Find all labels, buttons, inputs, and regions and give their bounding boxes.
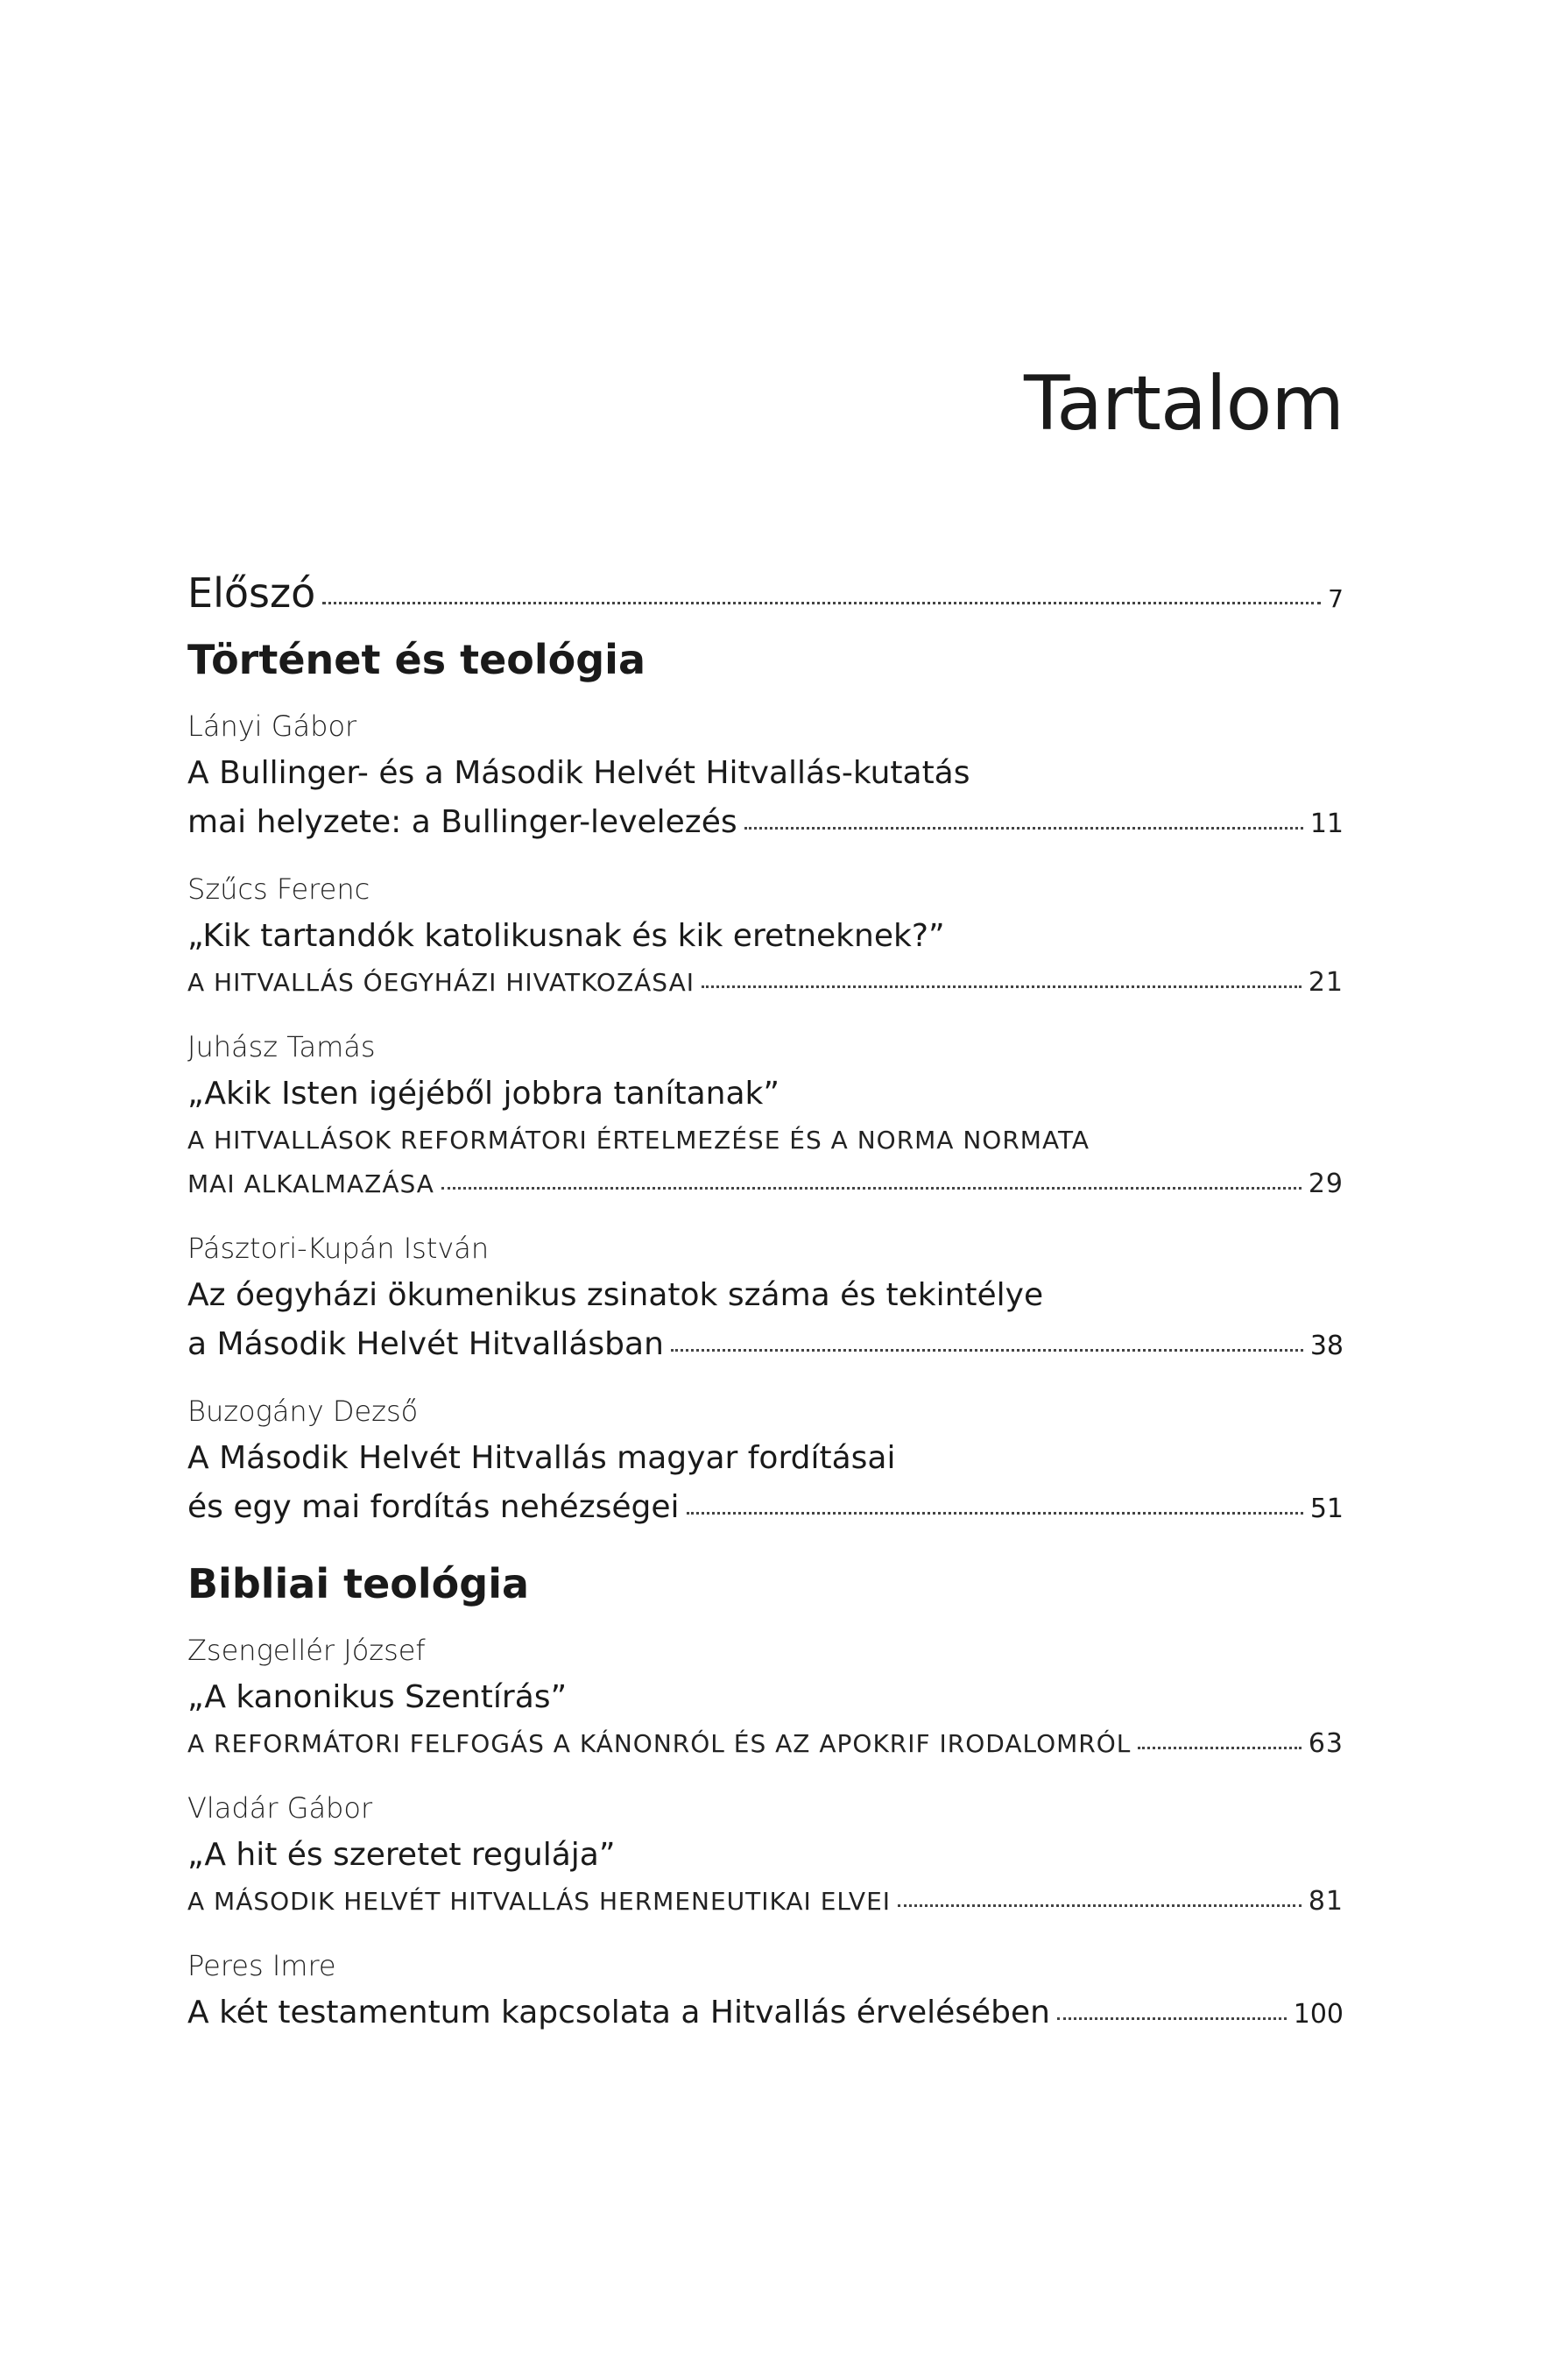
entry-subtitle-line [187,1162,1344,1206]
entry-subtitle-line-text: A MÁSODIK HELVÉT HITVALLÁS HERMENEUTIKAI ELVEI [187,1887,892,1917]
dot-leader [1057,2017,1287,2020]
entry-subtitle-line [187,1722,1344,1766]
entry-title-line-text: A Második Helvét Hitvallás magyar fordításai [187,1440,896,1477]
entry-title-line [187,1673,1344,1722]
entry-author: Zsengellér József [187,1634,426,1668]
entry-title-line-text: „Akik Isten igéjéből jobbra tanítanak” [187,1076,780,1112]
section-heading: Történet és teológia [187,636,645,683]
page-number: 63 [1308,1728,1344,1760]
entry-title-line-text: A Bullinger- és a Második Helvét Hitvallás-kutatás [187,755,970,792]
toc-entry [187,866,1344,1024]
dot-leader [702,985,1302,988]
toc-entry [187,1225,1344,1388]
entry-title-line [187,1483,1344,1532]
entry-subtitle-line-text: A HITVALLÁSOK REFORMÁTORI ÉRTELMEZÉSE ÉS A NORMA NORMATA [187,1126,1090,1155]
entry-title-line-text: mai helyzete: a Bullinger-levelezés [187,804,737,841]
section-heading: Bibliai teológia [187,1560,530,1608]
entry-title-line-text: „A kanonikus Szentírás” [187,1679,568,1716]
page-number: 7 [1328,584,1344,613]
entry-title-line-text: „A hit és szeretet regulája” [187,1837,616,1874]
entry-subtitle-line [187,1880,1344,1924]
entry-title-line [187,1831,1344,1880]
entry-title-line [187,1434,1344,1483]
page-number: 81 [1308,1886,1344,1917]
entry-author: Pásztori-Kupán István [187,1232,490,1266]
entry-title-line [187,749,1344,798]
dot-leader [744,827,1303,830]
dot-leader [1138,1747,1301,1749]
entry-author: Buzogány Dezső [187,1395,419,1429]
preface-label: Előszó [187,569,316,617]
entry-title-line [187,1988,1344,2037]
entry-author: Szűcs Ferenc [187,872,370,907]
table-of-contents [187,569,1344,2057]
entry-title-line [187,1070,1344,1119]
entry-subtitle-line [187,961,1344,1005]
entry-subtitle-line-text: A REFORMÁTORI FELFOGÁS A KÁNONRÓL ÉS AZ APOKRIF IRODALOMRÓL [187,1729,1132,1759]
entry-title-line [187,1320,1344,1369]
dot-leader [441,1187,1302,1190]
toc-entry [187,1943,1344,2057]
toc-section [187,1551,1344,2057]
page-number: 51 [1309,1494,1344,1525]
page-number: 38 [1309,1331,1344,1362]
toc-entry [187,1388,1344,1551]
entry-title-line-text: és egy mai fordítás nehézségei [187,1489,680,1526]
dot-leader [898,1904,1302,1907]
toc-entry [187,703,1344,866]
toc-entry [187,1628,1344,1785]
entry-author: Peres Imre [187,1949,336,1983]
toc-entry [187,1785,1344,1943]
entry-subtitle-line [187,1119,1344,1162]
toc-sections [187,627,1344,2057]
entry-title-line-text: „Kik tartandók katolikusnak és kik eretneknek?” [187,918,945,955]
entry-title-line-text: A két testamentum kapcsolata a Hitvallás érvelésében [187,1995,1050,2031]
entry-author: Lányi Gábor [187,710,357,744]
dot-leader [671,1349,1303,1352]
entry-author: Juhász Tamás [187,1030,376,1064]
page-number: 29 [1308,1169,1344,1200]
page-number: 21 [1308,967,1344,999]
dot-leader [322,602,1321,604]
entry-title-line-text: Az óegyházi ökumenikus zsinatok száma és tekintélye [187,1277,1044,1314]
entry-title-line-text: a Második Helvét Hitvallásban [187,1326,664,1363]
toc-section [187,627,1344,1551]
entry-title-line [187,1271,1344,1320]
entry-title-line [187,912,1344,961]
entry-author: Vladár Gábor [187,1791,373,1826]
entry-subtitle-line-text: A HITVALLÁS ÓEGYHÁZI HIVATKOZÁSAI [187,968,695,998]
page-number: 11 [1309,809,1344,840]
page-number: 100 [1293,1999,1344,2030]
page-title: Tartalom [1023,360,1344,448]
toc-entry [187,1024,1344,1225]
entry-subtitle-line-text: MAI ALKALMAZÁSA [187,1169,434,1199]
dot-leader [687,1512,1303,1515]
entry-title-line [187,798,1344,847]
toc-preface-entry [187,569,1344,627]
